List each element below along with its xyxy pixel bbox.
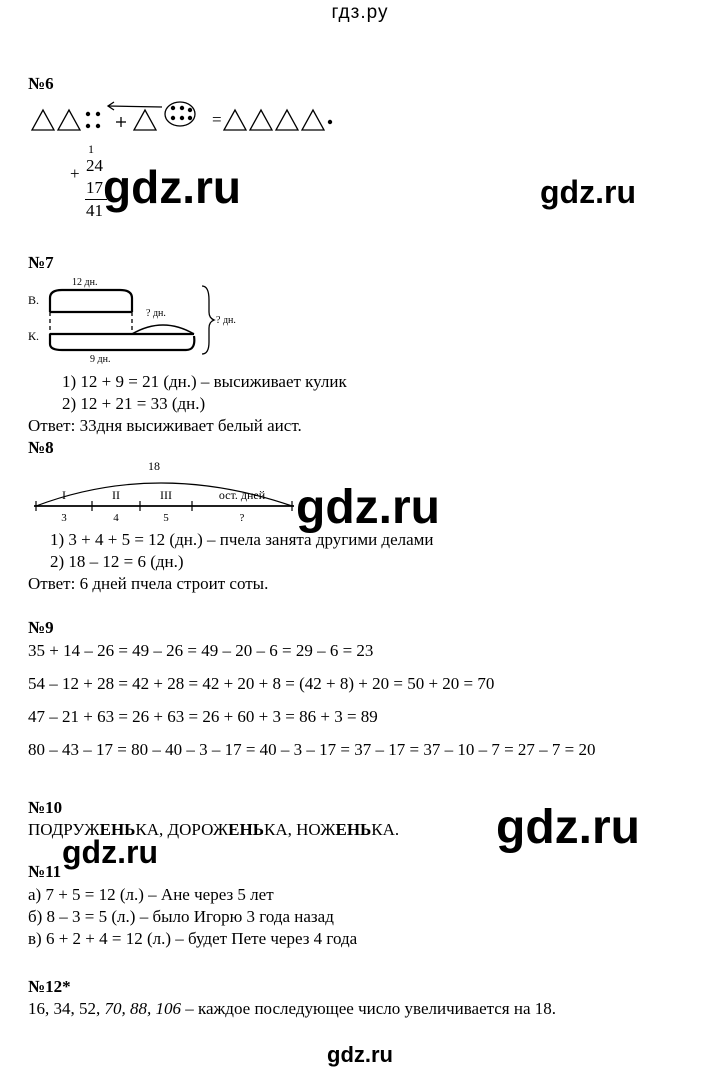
dots-group-oval	[165, 102, 195, 126]
task7-answer: Ответ: 33дня высиживает белый аист.	[28, 416, 302, 435]
triangle-shape	[302, 110, 324, 130]
word-part: КА,	[135, 820, 168, 839]
task6-title: №6	[28, 74, 54, 93]
watermark: gdz.ru	[62, 834, 158, 870]
word-part: КА,	[263, 820, 297, 839]
total-days-label: 18	[148, 459, 160, 473]
equals-sign: =	[212, 110, 222, 129]
triangle-shape	[32, 110, 54, 130]
given-numbers: 16, 34, 52,	[28, 999, 105, 1018]
task9-line-2: 54 – 12 + 28 = 42 + 28 = 42 + 20 + 8 = (42 + 8) + 20 = 50 + 20 = 70	[28, 674, 495, 693]
task7-title: №7	[28, 253, 54, 272]
triangle-shape	[276, 110, 298, 130]
watermark: gdz.ru	[296, 481, 440, 534]
segment-value: 4	[113, 512, 119, 524]
rule-text: – каждое последующее число увеличивается на 18.	[181, 999, 557, 1018]
segment-value: 3	[61, 512, 67, 524]
triangle-shape	[134, 110, 156, 130]
task8-line-1: 1) 3 + 4 + 5 = 12 (дн.) – пчела занята другими делами	[50, 530, 434, 549]
bottom-length-label: 9 дн.	[90, 354, 111, 364]
row-label-v: В.	[28, 293, 40, 307]
task8-line-2: 2) 18 – 12 = 6 (дн.)	[50, 552, 184, 571]
watermark: gdz.ru	[103, 161, 241, 213]
brace-total-label: ? дн.	[216, 315, 236, 326]
sum-result: 41	[86, 201, 103, 220]
task11-title: №11	[28, 862, 62, 881]
task11-line-c: в) 6 + 2 + 4 = 12 (л.) – будет Пете через 4 года	[28, 929, 358, 948]
segment-label: ост. дней	[218, 488, 266, 502]
triangle-shape	[224, 110, 246, 130]
task7-line-1: 1) 12 + 9 = 21 (дн.) – высиживает кулик	[62, 372, 347, 391]
triangle-shape	[250, 110, 272, 130]
task8-title: №8	[28, 438, 54, 457]
site-header: гдз.ру	[331, 2, 389, 23]
task7-segment-diagram	[28, 272, 258, 364]
watermark-footer: gdz.ru	[327, 1042, 393, 1067]
task9-line-3: 47 – 21 + 63 = 26 + 63 = 26 + 60 + 3 = 86 + 3 = 89	[28, 707, 378, 726]
segment-value: ?	[239, 512, 245, 524]
word-suffix-bold: ЕНЬ	[99, 820, 136, 839]
word-suffix-bold: ЕНЬ	[335, 820, 372, 839]
task9-title: №9	[28, 618, 54, 637]
task9-line-4: 80 – 43 – 17 = 80 – 40 – 3 – 17 = 40 – 3 – 17 = 37 – 17 = 37 – 10 – 7 = 27 – 7 = 20	[28, 740, 596, 759]
task8-number-line-diagram	[28, 454, 308, 524]
task10-title: №10	[28, 798, 63, 817]
word-part: ПОДРУЖ	[28, 820, 100, 839]
top-length-label: 12 дн.	[72, 277, 98, 288]
plus-sign: +	[70, 164, 80, 183]
task12-line	[28, 999, 556, 1019]
word-part: ДОРОЖ	[167, 820, 229, 839]
word-part: НОЖ	[296, 820, 336, 839]
watermark: gdz.ru	[540, 174, 636, 210]
word-part: КА.	[371, 820, 400, 839]
word-suffix-bold: ЕНЬ	[228, 820, 264, 839]
task9-line-1: 35 + 14 – 26 = 49 – 26 = 49 – 20 – 6 = 29 – 6 = 23	[28, 641, 374, 660]
found-numbers: 70, 88, 106	[104, 999, 181, 1018]
task12-title: №12*	[28, 977, 71, 996]
task11-line-a: а) 7 + 5 = 12 (л.) – Ане через 5 лет	[28, 885, 274, 904]
segment-label: I	[62, 488, 66, 502]
task8-answer: Ответ: 6 дней пчела строит соты.	[28, 574, 269, 593]
task7-line-2: 2) 12 + 21 = 33 (дн.)	[62, 394, 206, 413]
addend-bottom: 17	[86, 178, 103, 197]
segment-value: 5	[163, 512, 169, 524]
addend-top: 24	[86, 156, 103, 175]
segment-label: III	[160, 488, 172, 502]
watermark: gdz.ru	[496, 801, 640, 854]
triangle-shape	[58, 110, 80, 130]
segment-label: II	[112, 488, 120, 502]
unknown-part-label: ? дн.	[146, 308, 166, 319]
row-label-k: К.	[28, 329, 40, 343]
task6-triangles-diagram	[30, 96, 350, 136]
carry-digit: 1	[88, 142, 94, 156]
task11-line-b: б) 8 – 3 = 5 (л.) – было Игорю 3 года назад	[28, 907, 334, 926]
